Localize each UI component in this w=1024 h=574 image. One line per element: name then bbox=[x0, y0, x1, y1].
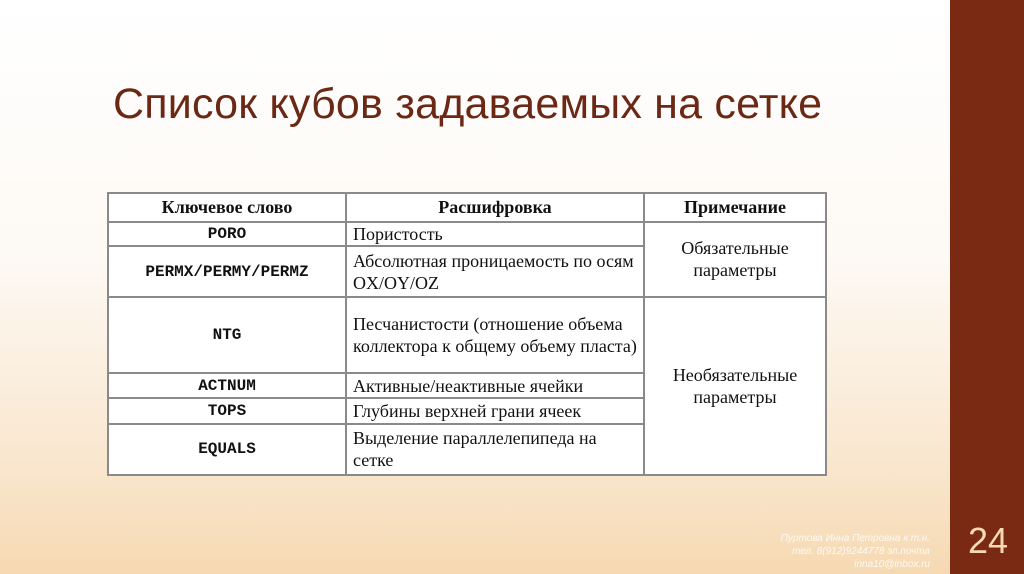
header-description: Расшифровка bbox=[346, 193, 644, 222]
keyword-cell: PORO bbox=[108, 222, 346, 247]
description-cell: Песчанистости (отношение объема коллектора к общему объему пласта) bbox=[346, 297, 644, 373]
side-accent-bar bbox=[950, 0, 1024, 574]
keyword-cell: NTG bbox=[108, 297, 346, 373]
table-header-row bbox=[108, 193, 826, 222]
keyword-cell: ACTNUM bbox=[108, 373, 346, 399]
footer-email: inna10@inbox.ru bbox=[854, 559, 930, 570]
table-row bbox=[108, 297, 826, 373]
author-footer bbox=[700, 532, 930, 571]
header-note: Примечание bbox=[644, 193, 826, 222]
description-cell: Выделение параллелепипеда на сетке bbox=[346, 424, 644, 475]
description-cell: Глубины верхней грани ячеек bbox=[346, 398, 644, 424]
page-number: 24 bbox=[967, 520, 1009, 561]
footer-author: Пуртова Инна Петровна к.т.н. bbox=[780, 533, 930, 544]
slide-title: Список кубов задаваемых на сетке bbox=[113, 80, 823, 128]
header-keyword: Ключевое слово bbox=[108, 193, 346, 222]
keyword-cell: EQUALS bbox=[108, 424, 346, 475]
keyword-cell: PERMX/PERMY/PERMZ bbox=[108, 246, 346, 297]
description-cell: Абсолютная проницаемость по осям OX/OY/OZ bbox=[346, 246, 644, 297]
description-cell: Активные/неактивные ячейки bbox=[346, 373, 644, 399]
cubes-table bbox=[107, 192, 827, 476]
table-row bbox=[108, 222, 826, 247]
footer-contact: тел. 8(912)9244778 эл.почта bbox=[791, 546, 930, 557]
description-cell: Пористость bbox=[346, 222, 644, 247]
keyword-cell: TOPS bbox=[108, 398, 346, 424]
note-cell-required: Обязательные параметры bbox=[644, 222, 826, 298]
note-cell-optional: Необязательные параметры bbox=[644, 297, 826, 475]
